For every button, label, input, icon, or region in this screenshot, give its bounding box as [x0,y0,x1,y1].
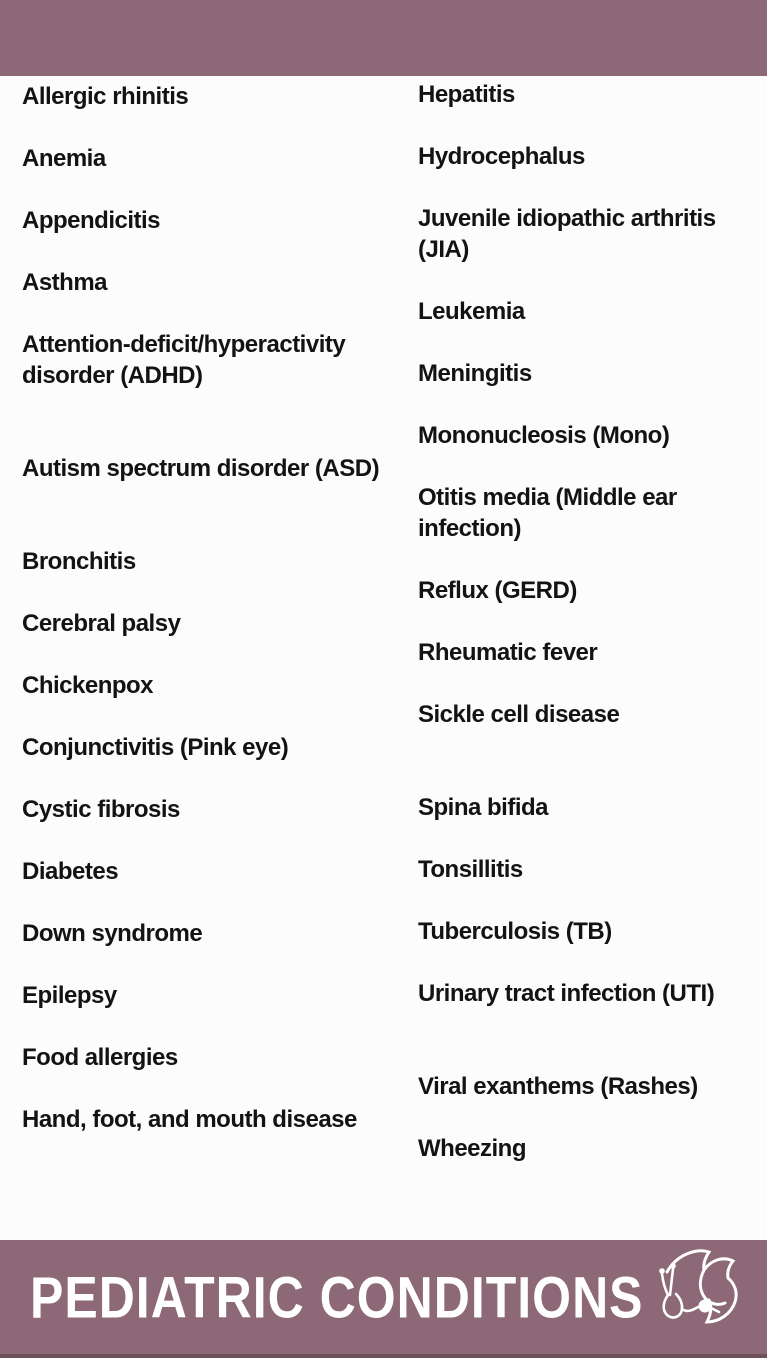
condition-item: Cerebral palsy [22,610,181,637]
condition-item: Autism spectrum disorder (ASD) [22,455,380,482]
condition-item: Anemia [22,145,106,172]
condition-item: Meningitis [418,360,532,387]
condition-item: Asthma [22,269,108,296]
condition-item: Epilepsy [22,982,117,1009]
condition-item: Tonsillitis [418,856,523,883]
condition-item: Down syndrome [22,920,203,947]
conditions-column-right [418,76,750,1164]
condition-item: Hand, foot, and mouth disease [22,1106,357,1133]
condition-item: Viral exanthems (Rashes) [418,1073,698,1100]
conditions-column-left [22,76,386,1135]
condition-item: Food allergies [22,1044,178,1071]
condition-item: Spina bifida [418,794,549,821]
stethoscope-icon [647,1244,757,1350]
header-band [0,0,767,76]
condition-item: Hepatitis [418,81,515,108]
condition-item: Wheezing [418,1135,526,1162]
condition-item: Appendicitis [22,207,161,234]
footer-band [0,1240,767,1358]
conditions-list [0,76,767,1240]
condition-item: Hydrocephalus [418,143,585,170]
condition-item: Chickenpox [22,672,154,699]
condition-item: Conjunctivitis (Pink eye) [22,734,289,761]
condition-item: Juvenile idiopathic arthritis (JIA) [418,205,716,263]
condition-item: Mononucleosis (Mono) [418,422,670,449]
condition-item: Reflux (GERD) [418,577,577,604]
condition-item: Leukemia [418,298,525,325]
footer-bottom-edge [0,1354,767,1358]
condition-item: Tuberculosis (TB) [418,918,612,945]
condition-item: Cystic fibrosis [22,796,180,823]
condition-item: Sickle cell disease [418,701,620,728]
condition-item: Attention-deficit/hyperactivity disorder (ADHD) [22,331,346,389]
condition-item: Urinary tract infection (UTI) [418,980,715,1007]
condition-item: Otitis media (Middle ear infection) [418,484,677,542]
condition-item: Rheumatic fever [418,639,598,666]
condition-item: Bronchitis [22,548,136,575]
footer-title: PEDIATRIC CONDITIONS [30,1265,644,1331]
condition-item: Diabetes [22,858,119,885]
condition-item: Allergic rhinitis [22,83,189,110]
